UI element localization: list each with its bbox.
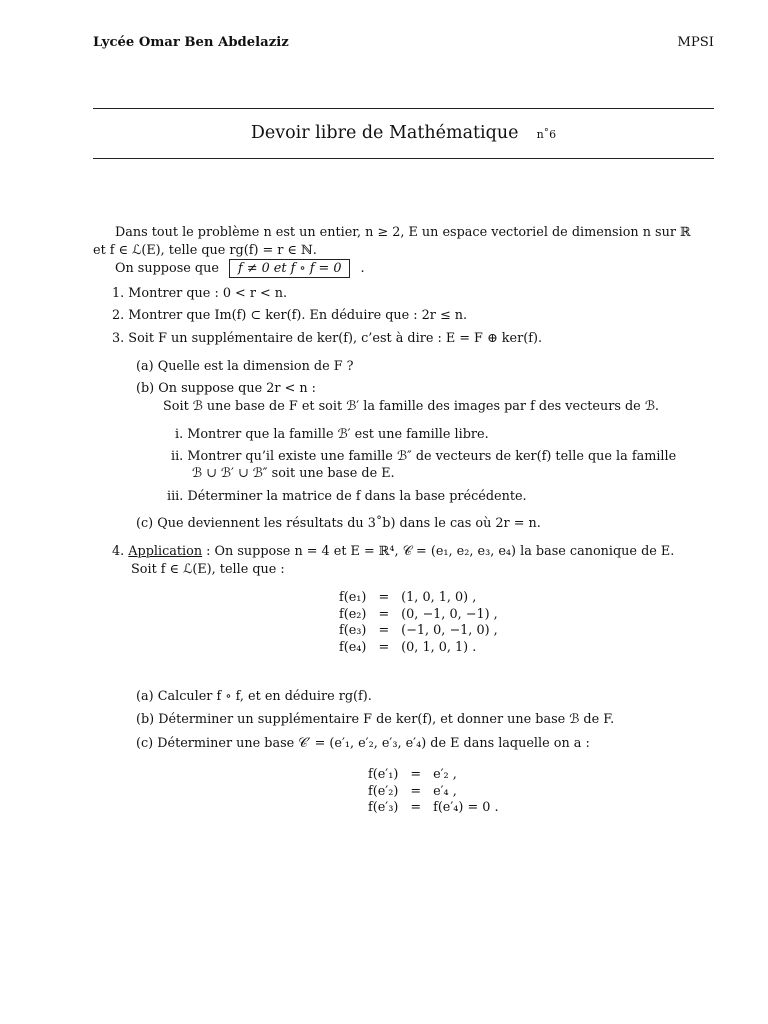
question-3c — [136, 516, 541, 533]
equation-row — [333, 640, 504, 657]
question-1 — [112, 286, 287, 303]
equation-rhs: (−1, 0, −1, 0) , — [401, 623, 498, 639]
equation-lhs: f(e′₂) — [368, 783, 399, 799]
equation-row — [333, 623, 504, 640]
sub-text: Déterminer un supplémentaire F de ker(f), et donner une base ℬ de F. — [158, 712, 615, 727]
application-label: Application — [128, 544, 203, 559]
question-number: 1. — [112, 286, 125, 301]
sub-text: Déterminer la matrice de f dans la base précédente. — [187, 489, 527, 504]
sub-text: On suppose que 2r < n : — [158, 381, 316, 396]
equation-rhs: (0, −1, 0, −1) , — [401, 606, 498, 622]
sub-text: Que deviennent les résultats du 3˚b) dans le cas où 2r = n. — [157, 516, 541, 531]
equation-sign: = — [410, 800, 422, 816]
question-text: Montrer que : 0 < r < n. — [128, 286, 288, 301]
bottom-rule — [93, 158, 714, 159]
sub-text: Déterminer une base 𝒞′ = (e′₁, e′₂, e′₃, e′₄) de E dans laquelle on a : — [157, 736, 590, 751]
question-text: Soit F un supplémentaire de ker(f), c’est à dire : E = F ⊕ ker(f). — [128, 331, 543, 346]
equation-row — [333, 590, 504, 607]
intro-line-1: Dans tout le problème n est un entier, n ≥ 2, E un espace vectoriel de dimension n sur ℝ — [115, 225, 691, 240]
sub-label: (a) — [136, 689, 154, 704]
sub-text: Calculer f ∘ f, et en déduire rg(f). — [157, 689, 372, 704]
equation-sign: = — [378, 639, 390, 655]
equation-lhs: f(e₃) — [339, 623, 367, 639]
title-text: Devoir libre de Mathématique — [250, 123, 519, 143]
page-title — [93, 122, 714, 145]
intro-line-2: et f ∈ ℒ(E), telle que rg(f) = r ∈ ℕ. — [93, 243, 317, 258]
question-3b-ii — [171, 449, 676, 466]
hypothesis-box: f ≠ 0 et f ∘ f = 0 — [229, 259, 350, 278]
sub-label: (b) — [136, 381, 155, 396]
equation-sign: = — [378, 623, 390, 639]
question-text: : On suppose n = 4 et E = ℝ⁴, 𝒞 = (e₁, e₂, e₃, e₄) la base canonique de E. — [202, 544, 675, 559]
equation-rhs: e′₄ , — [433, 783, 457, 799]
question-4c — [136, 736, 590, 753]
equation-lhs: f(e′₁) — [368, 767, 399, 782]
top-rule — [93, 108, 714, 109]
sub-label: (b) — [136, 712, 155, 727]
sub-text: Montrer qu’il existe une famille ℬ″ de vecteurs de ker(f) telle que la famille — [187, 449, 677, 464]
title-number: n˚6 — [536, 128, 557, 141]
system-1 — [333, 590, 504, 657]
equation-row — [362, 800, 505, 817]
sub-label: (a) — [136, 359, 154, 374]
class-name: MPSI — [677, 35, 714, 50]
question-4a — [136, 689, 372, 706]
question-2 — [112, 308, 467, 325]
hypothesis-lead: On suppose que — [115, 261, 219, 276]
equation-rhs: e′₂ , — [433, 767, 457, 782]
equation-lhs: f(e₄) — [339, 639, 367, 655]
sub-text: Montrer que la famille ℬ′ est une famille libre. — [187, 427, 489, 442]
equation-row — [362, 784, 505, 801]
system-2 — [362, 767, 505, 817]
question-text: Montrer que Im(f) ⊂ ker(f). En déduire que : 2r ≤ n. — [128, 308, 468, 323]
equation-lhs: f(e₂) — [339, 606, 367, 622]
hypothesis-end: . — [360, 261, 365, 276]
sub-label: iii. — [167, 489, 184, 504]
school-name: Lycée Omar Ben Abdelaziz — [93, 35, 289, 50]
equation-lhs: f(e₁) — [339, 590, 367, 605]
question-4-line-2: Soit f ∈ ℒ(E), telle que : — [131, 562, 285, 577]
question-3b-i — [175, 427, 489, 444]
question-3a — [136, 359, 354, 376]
question-number: 4. — [112, 544, 125, 559]
question-number: 2. — [112, 308, 125, 323]
equation-row — [362, 767, 505, 784]
question-3b-iii — [167, 489, 527, 506]
question-number: 3. — [112, 331, 125, 346]
question-3 — [112, 331, 542, 348]
equation-row — [333, 607, 504, 624]
question-3b-line-2: Soit ℬ une base de F et soit ℬ′ la famille des images par f des vecteurs de ℬ. — [163, 399, 659, 414]
equation-sign: = — [378, 590, 390, 605]
equation-lhs: f(e′₃) — [368, 800, 399, 816]
sub-label: (c) — [136, 516, 154, 531]
equation-sign: = — [410, 783, 422, 799]
equation-sign: = — [410, 767, 422, 782]
equation-sign: = — [378, 606, 390, 622]
sub-label: (c) — [136, 736, 154, 751]
question-3b — [136, 381, 316, 398]
equation-rhs: (0, 1, 0, 1) . — [401, 639, 477, 655]
sub-label: i. — [175, 427, 184, 442]
equation-rhs: f(e′₄) = 0 . — [433, 800, 499, 816]
equation-rhs: (1, 0, 1, 0) , — [401, 590, 477, 605]
intro-hypothesis — [115, 261, 365, 278]
question-4b — [136, 712, 614, 729]
sub-text: Quelle est la dimension de F ? — [157, 359, 354, 374]
question-4 — [112, 544, 674, 561]
question-3b-ii-line-2: ℬ ∪ ℬ′ ∪ ℬ″ soit une base de E. — [192, 466, 395, 481]
sub-label: ii. — [171, 449, 184, 464]
